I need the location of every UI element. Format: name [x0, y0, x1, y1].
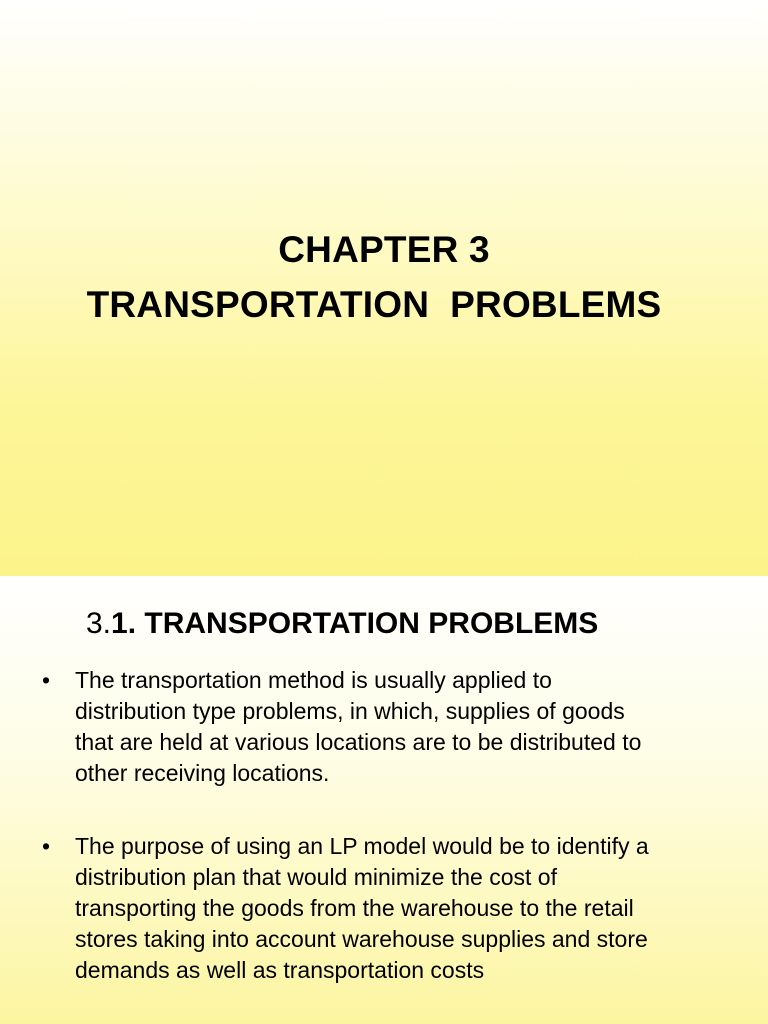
bullet-2-line-5: demands as well as transportation costs [75, 957, 485, 983]
section-number-suffix: 1. [111, 607, 137, 640]
bullet-item-1 [0, 665, 768, 789]
content-slide [0, 576, 768, 1024]
bullet-1-line-2: distribution type problems, in which, supplies of goods [75, 698, 625, 724]
bullet-2-line-2: distribution plan that would minimize the cost of [75, 864, 557, 890]
bullet-1-line-4: other receiving locations. [75, 760, 330, 786]
section-heading-text: TRANSPORTATION PROBLEMS [136, 607, 599, 640]
bullet-2-line-4: stores taking into account warehouse supplies and store [75, 926, 648, 952]
bullet-dot-icon: • [42, 833, 51, 859]
bullet-2-line-1: The purpose of using an LP model would be to identify a [75, 833, 649, 859]
bullet-dot-icon: • [42, 667, 51, 693]
section-heading [86, 604, 598, 644]
chapter-title [0, 222, 768, 332]
bullet-2-line-3: transporting the goods from the warehouse to the retail [75, 895, 634, 921]
bullet-item-2 [0, 831, 768, 986]
bullet-1-line-3: that are held at various locations are to be distributed to [75, 729, 642, 755]
bullet-1-line-1: The transportation method is usually applied to [75, 667, 552, 693]
bullet-list [0, 665, 768, 986]
section-number-prefix: 3. [86, 607, 112, 640]
chapter-title-line-2: TRANSPORTATION PROBLEMS [86, 284, 662, 325]
chapter-title-line-1: CHAPTER 3 [278, 229, 490, 270]
